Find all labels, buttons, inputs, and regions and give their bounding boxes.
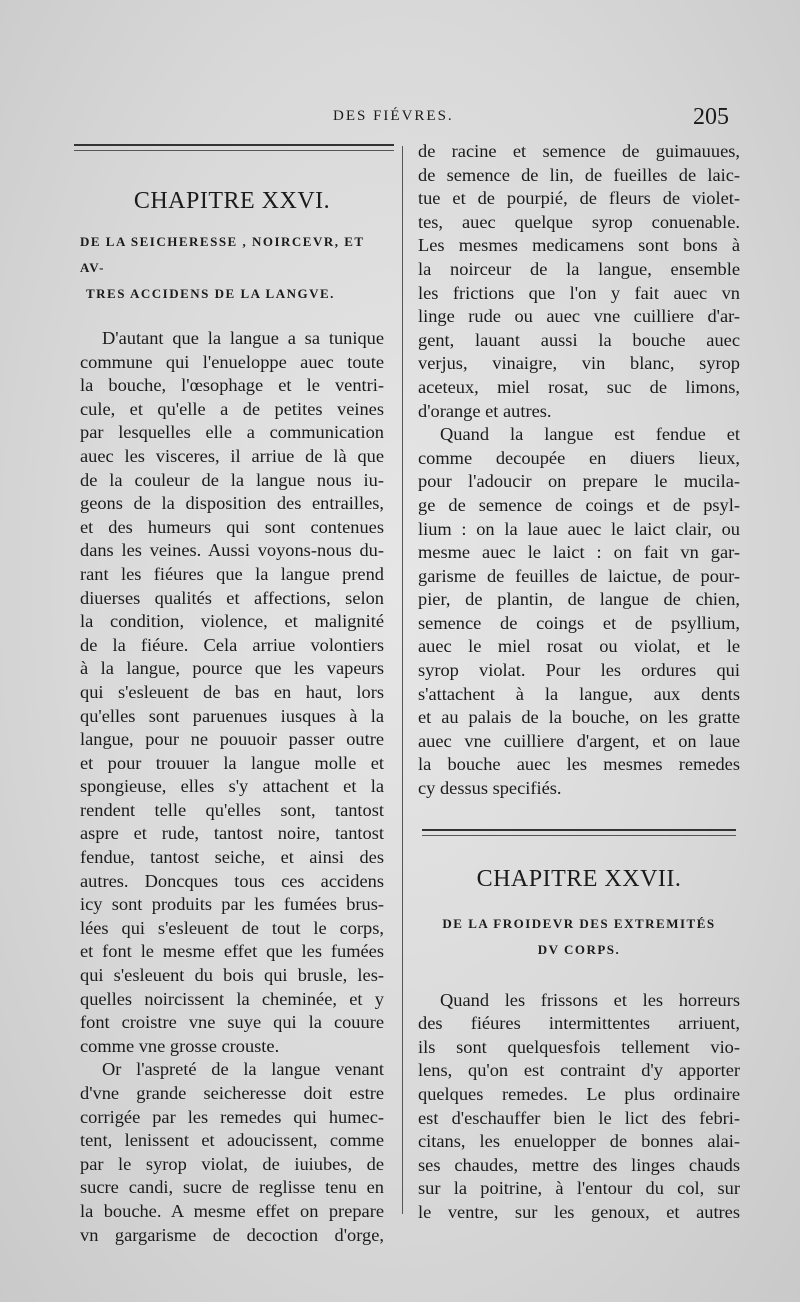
text-line: mesme auec le laict : on fait vn gar- [418, 542, 740, 563]
text-line: langue, pour ne pouuoir passer outre [80, 729, 384, 750]
text-line: le ventre, sur les genoux, et autres [418, 1201, 740, 1222]
text-line: de la fiéure. Cela arriue volontiers [80, 634, 384, 655]
text-line: corrigée par les remedes qui humec- [80, 1106, 384, 1127]
text-line: autres. Doncques tous ces accidens [80, 870, 384, 891]
text-line: auec les visceres, il arriue de là que [80, 445, 384, 466]
text-line: la bouche, l'œsophage et le ventri- [80, 375, 384, 396]
text-line: linge rude ou auec vne cuilliere d'ar- [418, 306, 740, 327]
text-line: tue et de pourpié, de fleurs de violet- [418, 188, 740, 209]
paragraph [418, 989, 740, 1225]
text-line: d'orange et autres. [418, 400, 552, 421]
text-line: est d'eschauffer bien le lict des febri- [418, 1107, 740, 1128]
text-line: fendue, tantost seiche, et ainsi des [80, 847, 384, 868]
text-line: pier, de plantin, de langue de chien, [418, 589, 740, 610]
text-line: comme decoupée en diuers lieux, [418, 447, 740, 468]
text-line: tes, auec quelque syrop conuenable. [418, 211, 740, 232]
text-line: et font le mesme effet que les fumées [80, 941, 384, 962]
text-line: sucre candi, sucre de reglisse tenu en [80, 1177, 384, 1198]
text-line: les frictions que l'on y fait auec vn [418, 282, 740, 303]
text-line: citans, les enuelopper de bonnes alai- [418, 1131, 740, 1152]
text-line: Quand les frissons et les horreurs [440, 989, 740, 1010]
text-line: lées qui s'esleuent de tout le corps, [80, 917, 384, 938]
chapter-rule [422, 829, 736, 836]
text-line: Les mesmes medicamens sont bons à [418, 235, 740, 256]
text-line: auec vne cuilliere d'argent, et on laue [418, 730, 740, 751]
text-line: Quand la langue est fendue et [440, 424, 740, 445]
text-line: la bouche. A mesme effet on prepare [80, 1200, 384, 1221]
text-line: sur la poitrine, à l'entour du col, sur [418, 1178, 740, 1199]
text-line: des fiéures intermittentes arriuent, [418, 1013, 740, 1034]
text-line: vn gargarisme de decoction d'orge, [80, 1224, 384, 1245]
text-line: comme vne grosse crouste. [80, 1035, 280, 1056]
text-line: de racine et semence de guimauues, [418, 141, 740, 161]
text-line: diuerses qualités et affections, selon [80, 587, 384, 608]
text-line: verjus, vinaigre, vin blanc, syrop [418, 353, 740, 374]
text-line: rendent telle qu'elles sont, tantost [80, 799, 384, 820]
text-line: Or l'aspreté de la langue venant [102, 1059, 384, 1080]
chapter-title: CHAPITRE XXVII. [476, 865, 682, 892]
text-line: syrop violat. Pour les ordures qui [418, 660, 740, 681]
chapter-subtitle [418, 911, 740, 963]
text-line: la bouche auec les mesmes remedes [418, 754, 740, 775]
page-number: 205 [693, 104, 729, 130]
text-line: gent, lauant aussi la bouche auec [418, 329, 740, 350]
text-line: qui s'esleuent du bois qui brusle, les- [80, 965, 384, 986]
text-line: geons de la disposition des entrailles, [80, 493, 384, 514]
text-line: cule, et qu'elle a de petites veines [80, 398, 384, 419]
text-line: ils sont quelquesfois tellement vio- [418, 1036, 740, 1057]
subtitle-line: TRES ACCIDENS DE LA LANGVE. [86, 286, 335, 301]
subtitle-line: DE LA FROIDEVR DES EXTREMITÉS [442, 915, 716, 931]
text-line: la noirceur de la langue, ensemble [418, 258, 740, 279]
text-line: quelles noircissent la cheminée, et y [80, 988, 384, 1009]
text-line: auec le miel rosat ou violat, et le [418, 636, 740, 657]
text-line: et au palais de la bouche, on les gratte [418, 707, 740, 728]
text-line: rant les fiéures que la langue prend [80, 563, 384, 584]
text-line: ses chaudes, mettre des linges chauds [418, 1154, 740, 1175]
chapter-subtitle [80, 229, 384, 307]
text-line: par lesquelles elle a communication [80, 422, 384, 443]
subtitle-line: DE LA SEICHERESSE , NOIRCEVR, ET AV- [80, 234, 365, 275]
text-line: D'autant que la langue a sa tunique [102, 328, 384, 348]
text-line: lens, qu'on est contraint d'y apporter [418, 1060, 740, 1081]
text-line: et des humeurs qui sont contenues [80, 516, 384, 537]
text-line: lium : on la laue auec le laict clair, ou [418, 518, 740, 539]
text-line: tent, lenissent et adoucissent, comme [80, 1130, 384, 1151]
text-line: semence de coings et de psyllium, [418, 612, 740, 633]
chapter-rule [74, 144, 394, 151]
text-line: par le syrop violat, de iuiubes, de [80, 1153, 384, 1174]
text-line: qui s'esleuent de bas en haut, lors [80, 681, 384, 702]
text-line: font croistre vne suye qui la couure [80, 1012, 384, 1033]
running-head: DES FIÉVRES. [333, 108, 454, 124]
column-divider [402, 146, 403, 1214]
text-line: ge de semence de coings et de psyl- [418, 494, 740, 515]
text-line: à la langue, pource que les vapeurs [80, 658, 384, 679]
text-line: de la couleur de la langue nous iu- [80, 469, 384, 490]
text-line: d'vne grande seicheresse doit estre [80, 1083, 384, 1103]
left-column [80, 144, 384, 1247]
text-line: qu'elles sont paruenues iusques à la [80, 705, 384, 726]
text-line: aspre et rude, tantost noire, tantost [80, 823, 384, 844]
text-line: quelques remedes. Le plus ordinaire [418, 1084, 740, 1104]
text-line: commune qui l'enueloppe auec toute [80, 351, 384, 372]
text-line: spongieuse, elles s'y attachent et la [80, 776, 384, 797]
chapter-title: CHAPITRE XXVI. [133, 188, 331, 214]
text-line: dans les veines. Aussi voyons-nous du- [80, 540, 384, 561]
text-line: garisme de feuilles de laictue, de pour- [418, 565, 740, 586]
paragraph [80, 1058, 384, 1247]
paragraph [80, 327, 384, 1058]
right-column [418, 140, 740, 1225]
subtitle-line: DV CORPS. [537, 941, 621, 957]
paragraph [418, 423, 740, 801]
text-line: pour l'adoucir on prepare le mucila- [418, 471, 740, 492]
text-line: la condition, violence, et malignité [80, 611, 384, 632]
paragraph [418, 140, 740, 423]
text-line: cy dessus specifiés. [418, 778, 562, 799]
text-line: et pour trouuer la langue molle et [80, 752, 384, 773]
text-line: de semence de lin, de fueilles de laic- [418, 164, 740, 185]
text-line: icy sont produits par les fumées brus- [80, 894, 384, 915]
text-line: s'attachent à la langue, aux dents [418, 683, 740, 704]
text-line: aceteux, miel rosat, suc de limons, [418, 376, 740, 397]
